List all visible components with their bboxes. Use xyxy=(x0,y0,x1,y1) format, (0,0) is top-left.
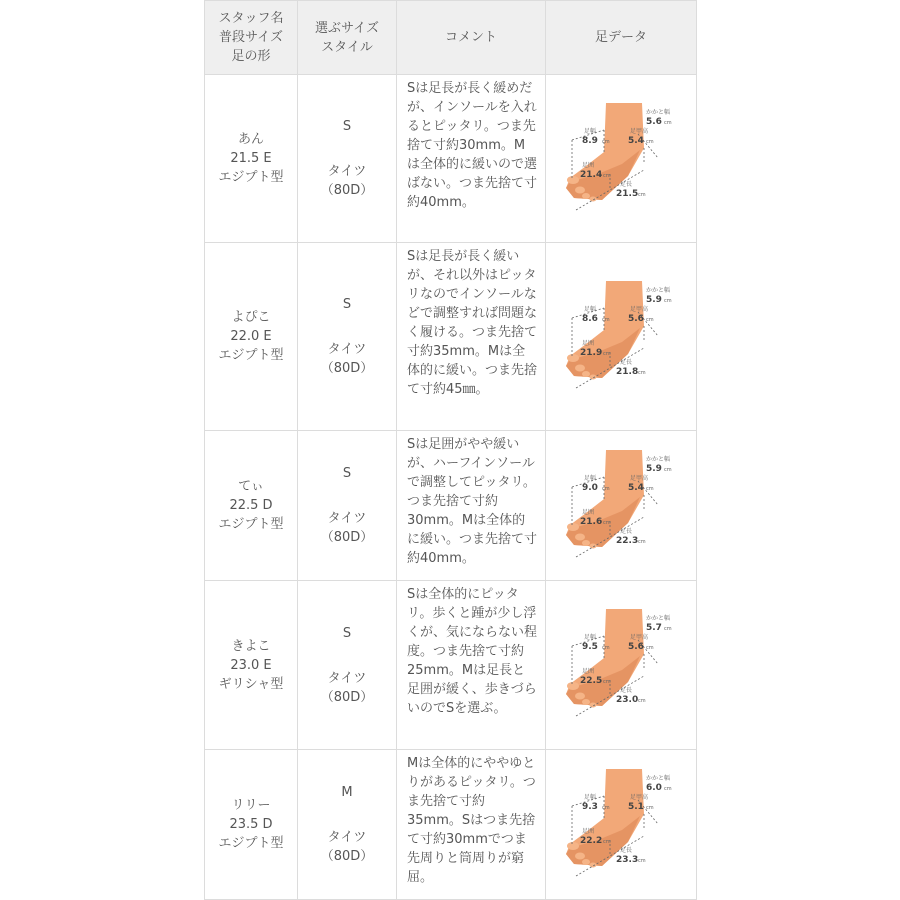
size-cell xyxy=(298,75,397,243)
svg-text:cm: cm xyxy=(638,857,646,864)
svg-text:cm: cm xyxy=(646,804,654,811)
foot-data-cell xyxy=(546,243,697,431)
size-cell xyxy=(298,243,397,431)
size-comparison-table xyxy=(204,0,697,900)
foot-length: 22.3 xyxy=(616,535,639,546)
foot-length: 23.3 xyxy=(616,854,639,865)
foot-shape: エジプト型 xyxy=(218,170,284,185)
usual-size: 22.5 D xyxy=(229,498,273,513)
foot-data-cell xyxy=(546,750,697,900)
staff-name: よぴこ xyxy=(231,310,271,325)
staff-cell xyxy=(205,75,298,243)
foot-diagram xyxy=(562,447,680,565)
table-row xyxy=(205,243,697,431)
width-label: 足幅 xyxy=(584,793,597,801)
instep-height: 5.6 xyxy=(628,642,644,652)
width-label: 足幅 xyxy=(584,474,597,482)
instep-height: 5.4 xyxy=(628,135,644,146)
instep-label: 足甲高 xyxy=(630,793,649,801)
svg-text:cm: cm xyxy=(638,538,646,545)
girth-label: 足囲 xyxy=(582,508,595,516)
width-label: 足幅 xyxy=(584,634,597,641)
svg-text:cm: cm xyxy=(603,679,611,685)
instep-height: 5.1 xyxy=(628,801,644,812)
heel-label: かかと幅 xyxy=(646,286,671,294)
denier: （80D） xyxy=(320,689,374,705)
length-label: 足長 xyxy=(620,358,633,366)
heel-label: かかと幅 xyxy=(646,615,671,622)
style-name: タイツ xyxy=(327,830,367,845)
chosen-size: S xyxy=(342,119,352,134)
header-row xyxy=(205,1,697,75)
svg-text:cm: cm xyxy=(646,485,654,492)
style-name: タイツ xyxy=(327,511,367,526)
foot-diagram xyxy=(562,606,680,724)
denier: （80D） xyxy=(320,361,374,376)
foot-width: 9.3 xyxy=(582,801,598,812)
svg-text:cm: cm xyxy=(664,466,672,473)
width-label: 足幅 xyxy=(584,305,597,313)
foot-width: 8.9 xyxy=(582,135,598,146)
size-cell xyxy=(298,581,397,750)
girth-label: 足囲 xyxy=(582,161,595,169)
denier: （80D） xyxy=(320,183,374,198)
instep-label: 足甲高 xyxy=(630,474,649,482)
svg-text:cm: cm xyxy=(602,645,610,651)
header-comment: コメント xyxy=(397,1,546,75)
heel-label: かかと幅 xyxy=(646,108,671,116)
svg-text:cm: cm xyxy=(603,838,611,845)
svg-text:cm: cm xyxy=(638,369,646,376)
usual-size: 23.0 E xyxy=(230,657,272,673)
svg-text:cm: cm xyxy=(602,138,610,145)
heel-width: 5.7 xyxy=(646,623,662,633)
size-cell xyxy=(298,750,397,900)
svg-text:cm: cm xyxy=(603,519,611,526)
comment-cell: Sは足囲がやや緩いが、ハーフインソールで調整してピッタリ。つま先捨て寸約30mm。Mは全体的に緩い。つま先捨て寸約40mm。 xyxy=(397,431,546,581)
table-row xyxy=(205,75,697,243)
svg-text:cm: cm xyxy=(646,316,654,323)
table-row xyxy=(205,431,697,581)
length-label: 足長 xyxy=(620,180,633,188)
comment-cell: Sは足長が長く緩めだが、インソールを入れるとピッタリ。つま先捨て寸約30mm。Mは全体的に緩いので選ばない。つま先捨て寸約40mm。 xyxy=(397,75,546,243)
staff-cell xyxy=(205,750,298,900)
svg-text:cm: cm xyxy=(638,698,646,704)
svg-text:cm: cm xyxy=(646,138,654,145)
staff-cell xyxy=(205,431,298,581)
foot-girth: 21.6 xyxy=(580,516,603,527)
header-foot-data: 足データ xyxy=(546,1,697,75)
staff-name: てぃ xyxy=(238,479,264,494)
header-size: 選ぶサイズ スタイル xyxy=(298,1,397,75)
style-name: タイツ xyxy=(327,164,367,179)
comment-cell: Sは全体的にピッタリ。歩くと踵が少し浮くが、気にならない程度。つま先捨て寸約25mm。Mは足長と足囲が緩く、歩きづらいのでSを選ぶ。 xyxy=(397,581,546,750)
foot-data-cell xyxy=(546,75,697,243)
girth-label: 足囲 xyxy=(582,339,595,347)
chosen-size: M xyxy=(341,785,353,800)
chosen-size: S xyxy=(342,297,352,312)
svg-text:cm: cm xyxy=(602,485,610,492)
foot-length: 23.0 xyxy=(616,695,639,705)
instep-label: 足甲高 xyxy=(630,634,649,641)
table-row xyxy=(205,581,697,750)
chosen-size: S xyxy=(342,625,352,641)
style-name: タイツ xyxy=(327,670,367,686)
foot-diagram xyxy=(562,100,680,218)
staff-cell xyxy=(205,581,298,750)
heel-label: かかと幅 xyxy=(646,774,671,782)
size-cell xyxy=(298,431,397,581)
foot-length: 21.5 xyxy=(616,188,639,199)
foot-shape: エジプト型 xyxy=(218,836,284,851)
svg-text:cm: cm xyxy=(646,645,654,651)
svg-text:cm: cm xyxy=(638,191,646,198)
staff-name: きよこ xyxy=(231,638,271,654)
usual-size: 22.0 E xyxy=(230,329,272,344)
staff-name: あん xyxy=(237,132,264,147)
heel-width: 5.9 xyxy=(646,463,662,474)
foot-data-cell xyxy=(546,431,697,581)
instep-height: 5.4 xyxy=(628,482,644,493)
length-label: 足長 xyxy=(620,687,633,694)
instep-height: 5.6 xyxy=(628,313,644,324)
heel-width: 6.0 xyxy=(646,782,662,793)
foot-width: 9.5 xyxy=(582,642,598,652)
comment-cell: Sは足長が長く緩いが、それ以外はピッタリなのでインソールなどで調整すれば問題なく履ける。つま先捨て寸約35mm。Mは全体的に緩い。つま先捨て寸約45㎜。 xyxy=(397,243,546,431)
svg-text:cm: cm xyxy=(602,804,610,811)
usual-size: 21.5 E xyxy=(230,151,272,166)
foot-diagram xyxy=(562,766,680,884)
girth-label: 足囲 xyxy=(582,827,595,835)
girth-label: 足囲 xyxy=(582,668,595,675)
table-row xyxy=(205,750,697,900)
heel-label: かかと幅 xyxy=(646,455,671,463)
header-staff: スタッフ名 普段サイズ 足の形 xyxy=(205,1,298,75)
usual-size: 23.5 D xyxy=(229,817,273,832)
heel-width: 5.6 xyxy=(646,116,662,127)
svg-text:cm: cm xyxy=(603,350,611,357)
foot-girth: 21.4 xyxy=(580,169,603,180)
foot-data-cell xyxy=(546,581,697,750)
svg-text:cm: cm xyxy=(664,626,672,632)
foot-width: 9.0 xyxy=(582,482,598,493)
denier: （80D） xyxy=(320,530,374,545)
denier: （80D） xyxy=(320,849,374,864)
svg-text:cm: cm xyxy=(602,316,610,323)
foot-girth: 22.2 xyxy=(580,835,603,846)
foot-shape: エジプト型 xyxy=(218,348,284,363)
foot-shape: ギリシャ型 xyxy=(218,676,284,692)
chosen-size: S xyxy=(342,466,352,481)
foot-shape: エジプト型 xyxy=(218,517,284,532)
style-name: タイツ xyxy=(327,342,367,357)
staff-name: リリー xyxy=(231,798,271,813)
foot-girth: 21.9 xyxy=(580,347,603,358)
width-label: 足幅 xyxy=(584,127,597,135)
foot-length: 21.8 xyxy=(616,366,639,377)
comment-cell: Mは全体的にややゆとりがあるピッタリ。つま先捨て寸約35mm。Sはつま先捨て寸約30mmでつま先周りと筒周りが窮屈。 xyxy=(397,750,546,900)
instep-label: 足甲高 xyxy=(630,127,649,135)
length-label: 足長 xyxy=(620,846,633,854)
svg-text:cm: cm xyxy=(603,172,611,179)
foot-width: 8.6 xyxy=(582,313,598,324)
foot-diagram xyxy=(562,278,680,396)
foot-girth: 22.5 xyxy=(580,676,603,686)
svg-text:cm: cm xyxy=(664,785,672,792)
svg-text:cm: cm xyxy=(664,119,672,126)
staff-cell xyxy=(205,243,298,431)
instep-label: 足甲高 xyxy=(630,305,649,313)
length-label: 足長 xyxy=(620,527,633,535)
heel-width: 5.9 xyxy=(646,294,662,305)
svg-text:cm: cm xyxy=(664,297,672,304)
